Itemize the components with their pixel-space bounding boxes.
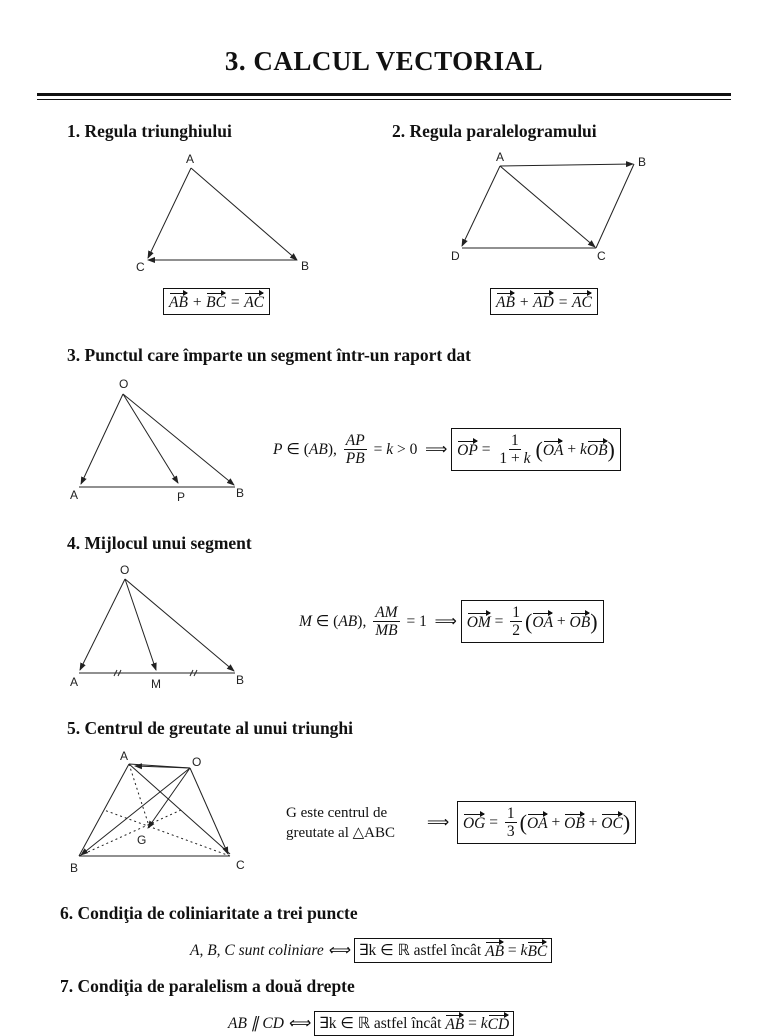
title-rule-thick bbox=[37, 93, 731, 96]
vertex-m-label: M bbox=[151, 677, 161, 691]
section-heading-4: 4. Mijlocul unui segment bbox=[67, 533, 252, 553]
vertex-a-label: A bbox=[70, 488, 79, 502]
vertex-a-label: A bbox=[70, 675, 79, 689]
collinearity-condition: A, B, C sunt coliniare ⟺ bbox=[190, 942, 350, 959]
page-title: 3. CALCUL VECTORIAL bbox=[224, 46, 544, 76]
parallelism-condition: AB ∥ CD ⟺ bbox=[228, 1015, 311, 1032]
section-heading-5: 5. Centrul de greutate al unui triunghi bbox=[67, 718, 354, 738]
vertex-p-label: P bbox=[177, 490, 186, 504]
section-heading-2: 2. Regula paralelogramului bbox=[392, 121, 597, 141]
collinearity-exists: ∃k ∈ ℝ astfel încât bbox=[358, 942, 482, 959]
ratio-point-diagram bbox=[65, 375, 265, 505]
vertex-c-label: C bbox=[136, 260, 145, 274]
section-heading-1: 1. Regula triunghiului bbox=[67, 121, 232, 141]
title-rule-thin bbox=[37, 99, 731, 100]
formula-parallelism: AB ∥ CD ⟺ ∃k ∈ ℝ astfel încât AB = k CD bbox=[228, 1011, 514, 1036]
vertex-b-label: B bbox=[301, 259, 310, 273]
formula-triangle-rule: AB + BC = AC bbox=[163, 288, 270, 315]
vertex-c-label: C bbox=[597, 249, 606, 263]
parallelism-exists: ∃k ∈ ℝ astfel încât bbox=[318, 1015, 442, 1032]
vertex-o-label: O bbox=[119, 377, 129, 391]
formula-ratio-point: P ∈ ( AB ), $\frac{AP}{PB}$ = k > 0 ⟹ OP = $\frac{1}{1 + k}$ ( OA + k OB ) bbox=[273, 428, 621, 471]
centroid-description-line-2: greutate al △ABC bbox=[286, 825, 396, 841]
vertex-a-label: A bbox=[186, 152, 195, 166]
vertex-o-label: O bbox=[120, 563, 130, 577]
centroid-description bbox=[286, 803, 395, 843]
section-heading-6: 6. Condiţia de coliniaritate a trei puncte bbox=[60, 903, 358, 923]
vertex-g-label: G bbox=[137, 833, 147, 847]
vertex-b-label: B bbox=[236, 673, 245, 687]
section-heading-3: 3. Punctul care împarte un segment într-un raport dat bbox=[67, 345, 471, 365]
centroid-description-line-1: G este centrul de bbox=[286, 805, 388, 821]
vertex-a-label: A bbox=[496, 150, 505, 164]
vertex-a-label: A bbox=[120, 749, 129, 763]
formula-centroid: ⟹ OG = $\frac{1}{3}$ ( OA + OB + OC ) bbox=[427, 801, 636, 844]
vertex-d-label: D bbox=[451, 249, 460, 263]
centroid-diagram bbox=[65, 748, 265, 878]
formula-midpoint: M ∈ ( AB ), $\frac{AM}{MB}$ = 1 ⟹ OM = $\frac{1}{2}$ ( OA + OB ) bbox=[299, 600, 604, 643]
vertex-c-label: C bbox=[236, 858, 245, 872]
vertex-b-label: B bbox=[236, 486, 245, 500]
triangle-rule-diagram bbox=[125, 150, 325, 280]
midpoint-diagram bbox=[65, 562, 265, 692]
vertex-b-label: B bbox=[638, 155, 647, 169]
vertex-b-label: B bbox=[70, 861, 79, 875]
formula-parallelogram-rule: AB + AD = AC bbox=[490, 288, 598, 315]
section-heading-7: 7. Condiţia de paralelism a două drepte bbox=[60, 976, 355, 996]
vertex-o-label: O bbox=[192, 755, 202, 769]
formula-collinearity: A, B, C sunt coliniare ⟺ ∃k ∈ ℝ astfel încât AB = k BC bbox=[190, 938, 552, 963]
parallelogram-rule-diagram bbox=[445, 148, 655, 268]
